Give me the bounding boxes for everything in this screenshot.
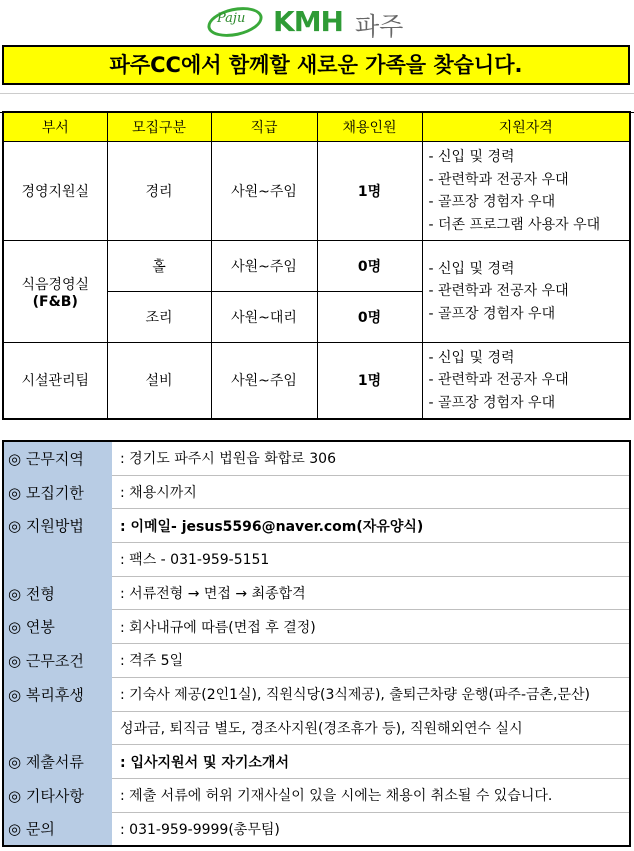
qualification-item: - 신입 및 경력 <box>428 349 515 366</box>
qualification-item: - 관련학과 전공자 우대 <box>428 283 569 300</box>
divider <box>0 93 634 113</box>
dept-cell <box>3 241 107 343</box>
salary-value: : 회사내규에 따름(면접 후 결정) <box>112 610 631 644</box>
info-row-apply <box>3 509 630 543</box>
process-label: ◎ 전형 <box>3 576 112 610</box>
info-row-welfare-2 <box>3 711 630 745</box>
other-label: ◎ 기타사항 <box>3 778 112 812</box>
welfare-value-2: 성과금, 퇴직금 별도, 경조사지원(경조휴가 등), 직원해외연수 실시 <box>112 711 631 745</box>
info-row-welfare <box>3 677 630 711</box>
info-row-location <box>3 441 630 475</box>
info-row-salary <box>3 610 630 644</box>
header-dept: 부서 <box>3 112 107 142</box>
table-row <box>3 142 630 241</box>
dept-cell: 경영지원실 <box>3 142 107 241</box>
kmh-paju-logo <box>207 5 417 39</box>
docs-value: : 입사지원서 및 자기소개서 <box>112 745 631 779</box>
rank-cell: 사원~주임 <box>211 241 317 292</box>
deadline-label: ◎ 모집기한 <box>3 475 112 509</box>
header-qualifications: 지원자격 <box>422 112 630 142</box>
info-row-deadline <box>3 475 630 509</box>
contact-label: ◎ 문의 <box>3 812 112 846</box>
location-value: : 경기도 파주시 법원읍 화합로 306 <box>112 441 631 475</box>
salary-label: ◎ 연봉 <box>3 610 112 644</box>
header-rank: 직급 <box>211 112 317 142</box>
count-cell: 0명 <box>317 292 422 343</box>
table-header-row <box>3 112 630 142</box>
qualifications-cell <box>422 241 630 343</box>
qualifications-cell <box>422 142 630 241</box>
logo-paju-text: Paju <box>217 11 246 26</box>
dept-subname: (F&B) <box>32 293 78 310</box>
qualification-item: - 신입 및 경력 <box>428 260 515 277</box>
conditions-label: ◎ 근무조건 <box>3 644 112 678</box>
type-cell: 조리 <box>107 292 211 343</box>
info-row-docs <box>3 745 630 779</box>
count-cell: 1명 <box>317 343 422 419</box>
qualifications-cell <box>422 343 630 419</box>
logo-area <box>0 0 634 44</box>
table-row <box>3 343 630 419</box>
header-type: 모집구분 <box>107 112 211 142</box>
info-row-conditions <box>3 644 630 678</box>
info-row-other <box>3 778 630 812</box>
dept-cell: 시설관리팀 <box>3 343 107 419</box>
dept-name: 식음경영실 <box>21 276 90 293</box>
table-row <box>3 241 630 292</box>
info-row-fax <box>3 543 630 577</box>
welfare-label: ◎ 복리후생 <box>3 677 112 711</box>
qualification-item: - 골프장 경험자 우대 <box>428 394 556 411</box>
rank-cell: 사원~대리 <box>211 292 317 343</box>
fax-label-blank <box>3 543 112 577</box>
count-cell: 1명 <box>317 142 422 241</box>
welfare-label-blank <box>3 711 112 745</box>
logo-kmh-text: KMH <box>273 5 343 38</box>
qualification-item: - 골프장 경험자 우대 <box>428 194 556 210</box>
info-row-contact <box>3 812 630 846</box>
qualification-item: - 관련학과 전공자 우대 <box>428 372 569 388</box>
qualification-item: - 더존 프로그램 사용자 우대 <box>428 216 601 233</box>
type-cell: 설비 <box>107 343 211 419</box>
other-value: : 제출 서류에 허위 기재사실이 있을 시에는 채용이 취소될 수 있습니다. <box>112 778 631 812</box>
rank-cell: 사원~주임 <box>211 343 317 419</box>
qualification-item: - 관련학과 전공자 우대 <box>428 171 569 188</box>
conditions-value: : 격주 5일 <box>112 644 631 678</box>
headline-banner: 파주CC에서 함께할 새로운 가족을 찾습니다. <box>2 45 630 85</box>
docs-label: ◎ 제출서류 <box>3 745 112 779</box>
apply-email-value: : 이메일- jesus5596@naver.com(자유양식) <box>112 509 631 543</box>
qualification-item: - 신입 및 경력 <box>428 149 515 165</box>
qualification-item: - 골프장 경험자 우대 <box>428 305 556 322</box>
type-cell: 홀 <box>107 241 211 292</box>
rank-cell: 사원~주임 <box>211 142 317 241</box>
contact-value: : 031-959-9999(총무팀) <box>112 812 631 846</box>
deadline-value: : 채용시까지 <box>112 475 631 509</box>
info-row-process <box>3 576 630 610</box>
count-cell: 0명 <box>317 241 422 292</box>
location-label: ◎ 근무지역 <box>3 441 112 475</box>
apply-fax-value: : 팩스 - 031-959-5151 <box>112 543 631 577</box>
type-cell: 경리 <box>107 142 211 241</box>
header-count: 채용인원 <box>317 112 422 142</box>
welfare-value-1: : 기숙사 제공(2인1실), 직원식당(3식제공), 출퇴근차량 운행(파주-금촌,문산) <box>112 677 631 711</box>
info-table <box>2 440 631 847</box>
jobs-table <box>2 111 631 420</box>
process-value: : 서류전형 → 면접 → 최종합격 <box>112 576 631 610</box>
apply-label: ◎ 지원방법 <box>3 509 112 543</box>
logo-korean-text: 파주 <box>355 12 404 41</box>
